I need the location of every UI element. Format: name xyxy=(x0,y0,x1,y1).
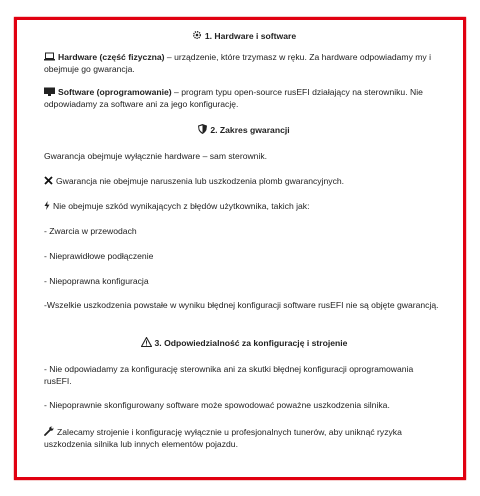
section-1-heading: 1. Hardware i software xyxy=(44,30,444,43)
hardware-paragraph: Hardware (część fizyczna) – urządzenie, które trzymasz w ręku. Za hardware odpowiadamy my i obejmuje go gwarancja. xyxy=(44,52,432,74)
tuning-recommendation-paragraph: Zalecamy strojenie i konfigurację wyłącznie u profesjonalnych tunerów, aby uniknąć ryzyka uszkodzenia silnika lub innych elementów pojazdu. xyxy=(44,427,402,449)
section-2-heading: 2. Zakres gwarancji xyxy=(44,124,444,137)
warning-icon xyxy=(141,337,152,347)
gear-icon xyxy=(192,30,202,40)
user-error-paragraph: Nie obejmuje szkód wynikających z błędów użytkownika, takich jak: xyxy=(44,201,442,213)
software-paragraph: Software (oprogramowanie) – program typu open-source rusEFI działający na sterowniku. Nie odpowiadamy za software ani za jego konfigurację. xyxy=(44,87,423,109)
seals-paragraph: Gwarancja nie obejmuje naruszenia lub uszkodzenia plomb gwarancyjnych. xyxy=(44,176,442,188)
config-damage-paragraph: -Wszelkie uszkodzenia powstałe w wyniku błędnej konfiguracji software rusEFI nie są objęte gwarancją. xyxy=(44,300,439,310)
engine-damage-paragraph: - Niepoprawnie skonfigurowany software może spowodować poważne uszkodzenia silnika. xyxy=(44,400,390,410)
laptop-icon xyxy=(44,52,55,61)
lightning-icon xyxy=(44,201,50,210)
list-item: - Nieprawidłowe podłączenie xyxy=(44,251,154,261)
shield-icon xyxy=(198,124,207,134)
monitor-icon xyxy=(44,87,55,96)
scope-paragraph: Gwarancja obejmuje wyłącznie hardware – sam sterownik. xyxy=(44,151,268,161)
section-3-heading: 3. Odpowiedzialność za konfigurację i strojenie xyxy=(44,337,444,350)
wrench-icon xyxy=(44,426,54,436)
list-item: - Zwarcia w przewodach xyxy=(44,226,137,236)
config-liability-paragraph: - Nie odpowiadamy za konfigurację sterownika ani za skutki błędnej konfiguracji oprogramowania rusEFI. xyxy=(44,364,414,386)
list-item: - Niepoprawna konfiguracja xyxy=(44,276,149,286)
cross-mark-icon xyxy=(44,176,53,185)
